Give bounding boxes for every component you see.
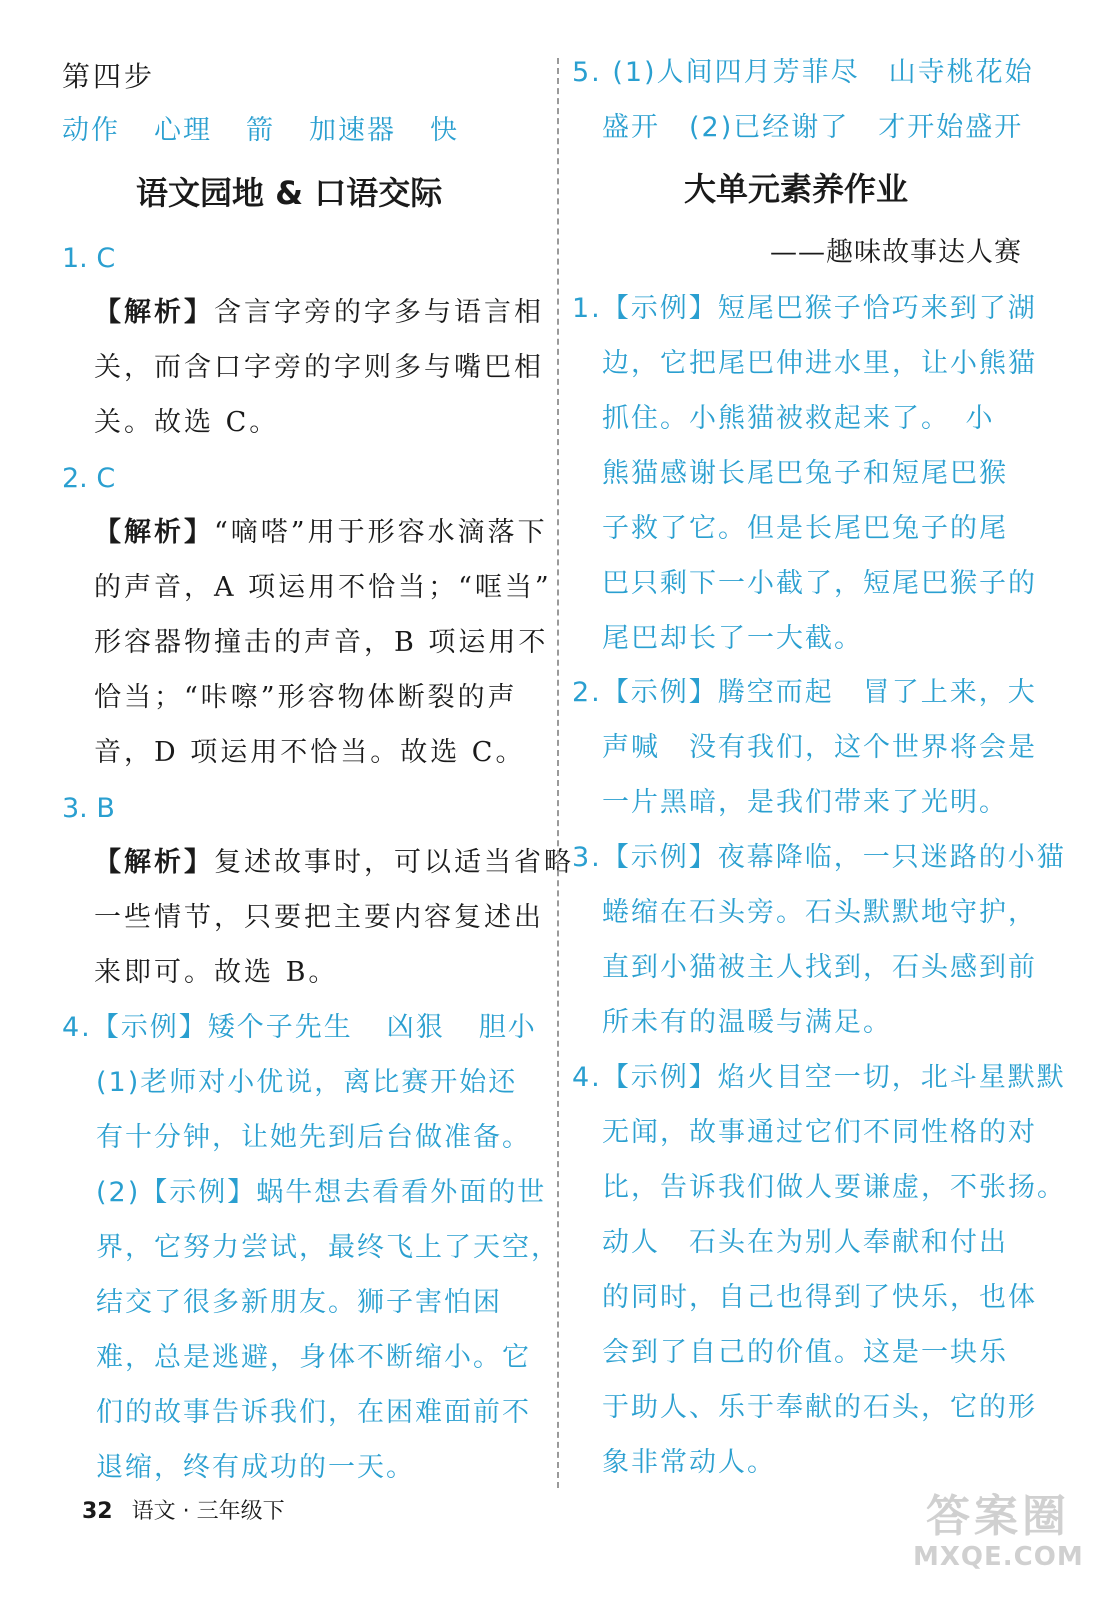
- item-2-example: 2.【示例】腾空而起 冒了上来，大: [572, 677, 1037, 708]
- answer-line: 边，它把尾巴伸进水里，让小熊猫: [602, 348, 1037, 379]
- step-label: 第四步: [62, 60, 156, 93]
- answer-line: 退缩，终有成功的一天。: [96, 1452, 415, 1483]
- subject-label: 语文 · 三年级下: [131, 1499, 285, 1524]
- question-1-analysis: 【解析】含言字旁的字多与语言相: [94, 297, 544, 328]
- answer-line: 比，告诉我们做人要谦虚，不张扬。: [602, 1172, 1066, 1203]
- answer-line: 有十分钟，让她先到后台做准备。: [96, 1122, 531, 1153]
- page-footer: [82, 1494, 285, 1525]
- question-1-answer: 1. C: [62, 243, 116, 274]
- answer-line: 的同时，自己也得到了快乐，也体: [602, 1282, 1037, 1313]
- answer-line: 于助人、乐于奉献的石头，它的形: [602, 1392, 1037, 1423]
- answer-line: 抓住。小熊猫被救起来了。 小: [602, 403, 995, 434]
- answer-line: 一片黑暗，是我们带来了光明。: [602, 787, 1008, 818]
- analysis-line: 一些情节，只要把主要内容复述出: [94, 902, 544, 933]
- step-answer: 箭: [246, 115, 275, 146]
- section-title: 大单元素养作业: [684, 170, 909, 208]
- answer-line: 尾巴却长了一大截。: [602, 623, 863, 654]
- answer-line: 熊猫感谢长尾巴兔子和短尾巴猴: [602, 458, 1008, 489]
- answer-line: 声喊 没有我们，这个世界将会是: [602, 732, 1037, 763]
- section-subtitle: ——趣味故事达人赛: [770, 237, 1022, 268]
- answer-line: 巴只剩下一小截了，短尾巴猴子的: [602, 568, 1037, 599]
- page-number: 32: [82, 1499, 113, 1524]
- analysis-line: 恰当；“咔嚓”形容物体断裂的声: [94, 682, 518, 713]
- question-3-answer: 3. B: [62, 793, 115, 824]
- answer-line: 直到小猫被主人找到，石头感到前: [602, 952, 1037, 983]
- step-answers: [62, 114, 459, 148]
- answer-line: 象非常动人。: [602, 1447, 776, 1478]
- answer-line: 结交了很多新朋友。狮子害怕困: [96, 1287, 502, 1318]
- answer-line: 界，它努力尝试，最终飞上了天空，: [96, 1232, 560, 1263]
- answer-line: (2)【示例】蜗牛想去看看外面的世: [96, 1177, 547, 1208]
- analysis-line: 形容器物撞击的声音，B 项运用不: [94, 627, 549, 658]
- answer-line: 蜷缩在石头旁。石头默默地守护，: [602, 897, 1037, 928]
- question-3-analysis: 【解析】复述故事时，可以适当省略: [94, 847, 574, 878]
- answer-line: 所未有的温暖与满足。: [602, 1007, 892, 1038]
- item-4-example: 4.【示例】焰火目空一切，北斗星默默: [572, 1062, 1066, 1093]
- answer-line: 们的故事告诉我们，在困难面前不: [96, 1397, 531, 1428]
- analysis-line: 来即可。故选 B。: [94, 957, 339, 988]
- question-4-example: 4.【示例】矮个子先生 凶狠 胆小: [62, 1012, 537, 1043]
- watermark-logo: 答案圈 MXQE.COM: [913, 1491, 1084, 1572]
- column-divider: [557, 58, 559, 1488]
- item-1-example: 1.【示例】短尾巴猴子恰巧来到了湖: [572, 293, 1037, 324]
- answer-line: 动人 石头在为别人奉献和付出: [602, 1227, 1008, 1258]
- item-3-example: 3.【示例】夜幕降临，一只迷路的小猫: [572, 842, 1066, 873]
- step-answer: 加速器: [309, 115, 396, 146]
- analysis-line: 关，而含口字旁的字则多与嘴巴相: [94, 352, 544, 383]
- answer-line: 难，总是逃避，身体不断缩小。它: [96, 1342, 531, 1373]
- answer-line: 子救了它。但是长尾巴兔子的尾: [602, 513, 1008, 544]
- step-answer: 动作: [62, 115, 120, 146]
- analysis-line: 的声音，A 项运用不恰当；“哐当”: [94, 572, 552, 603]
- step-answer: 心理: [154, 115, 212, 146]
- answer-line: 无闻，故事通过它们不同性格的对: [602, 1117, 1037, 1148]
- section-title: 语文园地 & 口语交际: [136, 174, 443, 212]
- analysis-line: 关。故选 C。: [94, 407, 280, 438]
- answer-line: 会到了自己的价值。这是一块乐: [602, 1337, 1008, 1368]
- answer-line: (1)老师对小优说，离比赛开始还: [96, 1067, 518, 1098]
- question-5-line: 5. (1)人间四月芳菲尽 山寺桃花始: [572, 57, 1034, 88]
- question-2-analysis: 【解析】“嘀嗒”用于形容水滴落下: [94, 517, 548, 548]
- step-answer: 快: [430, 115, 459, 146]
- question-5-line: 盛开 (2)已经谢了 才开始盛开: [602, 112, 1024, 143]
- question-2-answer: 2. C: [62, 463, 116, 494]
- analysis-line: 音，D 项运用不恰当。故选 C。: [94, 737, 526, 768]
